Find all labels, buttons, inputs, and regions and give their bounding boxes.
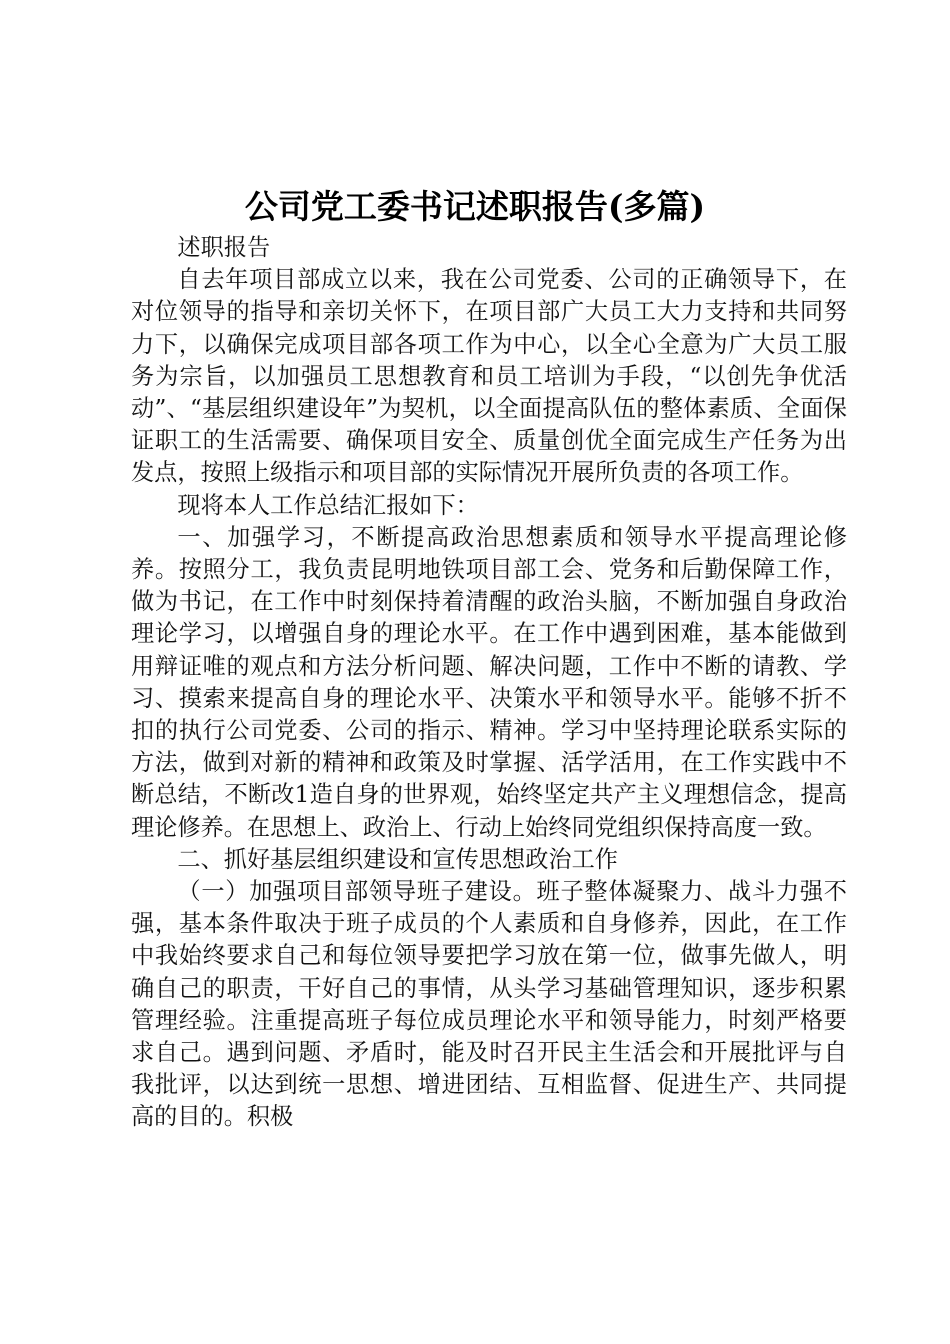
paragraph-section-two-part-one: （一）加强项目部领导班子建设。班子整体凝聚力、战斗力强不强，基本条件取决于班子成员的个人素质和自身修养，因此，在工作中我始终要求自己和每位领导要把学习放在第一位，做事先做人，明确自己的职责，干好自己的事情，从头学习基础管理知识，逐步积累管理经验。注重提高班子每位成员理论水平和领导能力，时刻严格要求自己。遇到问题、矛盾时，能及时召开民主生活会和开展批评与自我批评，以达到统一思想、增进团结、互相监督、促进生产、共同提高的目的。积极	[131, 878, 847, 1131]
paragraph-section-two-heading: 二、抓好基层组织建设和宣传思想政治工作	[177, 845, 618, 873]
paragraph-section-one: 一、加强学习，不断提高政治思想素质和领导水平提高理论修养。按照分工，我负责昆明地铁项目部工会、党务和后勤保障工作，做为书记，在工作中时刻保持着清醒的政治头脑，不断加强自身政治理论学习，以增强自身的理论水平。在工作中遇到困难，基本能做到用辩证唯的观点和方法分析问题、解决问题，工作中不断的请教、学习、摸索来提高自身的理论水平、决策水平和领导水平。能够不折不扣的执行公司党委、公司的指示、精神。学习中坚持理论联系实际的方法，做到对新的精神和政策及时掌握、活学活用，在工作实践中不断总结，不断改1造自身的世界观，始终坚定共产主义理想信念，提高理论修养。在思想上、政治上、行动上始终同党组织保持高度一致。	[131, 523, 847, 841]
document-body	[131, 232, 847, 1134]
paragraph-heading-report: 述职报告	[177, 234, 271, 261]
paragraph-summary-intro: 现将本人工作总结汇报如下：	[177, 491, 479, 519]
document-title: 公司党工委书记述职报告(多篇)	[244, 187, 706, 226]
paragraph-introduction: 自去年项目部成立以来，我在公司党委、公司的正确领导下，在对位领导的指导和亲切关怀下，在项目部广大员工大力支持和共同努力下，以确保完成项目部各项工作为中心，以全心全意为广大员工服务为宗旨，以加强员工思想教育和员工培训为手段，“以创先争优活动”、“基层组织建设年”为契机，以全面提高队伍的整体素质、全面保证职工的生活需要、确保项目安全、质量创优全面完成生产任务为出发点，按照上级指示和项目部的实际情况开展所负责的各项工作。	[131, 266, 847, 487]
